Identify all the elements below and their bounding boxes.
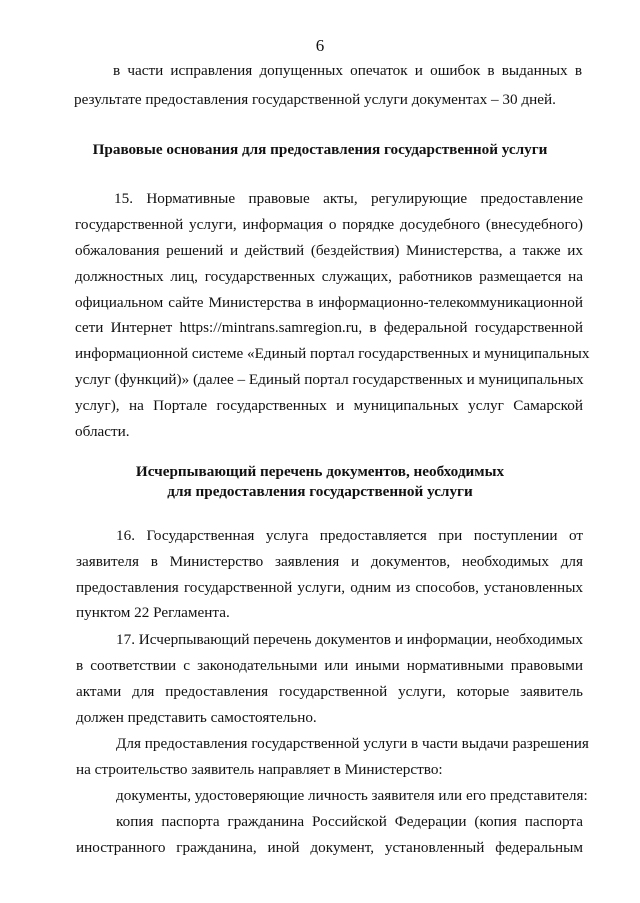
- para15-line-9: услуг), на Портале государственных и муниципальных услуг Самарской: [75, 397, 583, 414]
- heading-documents-line-2: для предоставления государственной услуги: [167, 483, 473, 500]
- para15-line-1: 15. Нормативные правовые акты, регулирующие предоставление: [114, 190, 583, 207]
- para-permit-line-1: Для предоставления государственной услуги в части выдачи разрешения: [116, 735, 589, 752]
- para17-line-3: актами для предоставления государственной услуги, которые заявитель: [76, 683, 583, 700]
- para-permit-line-2: на строительство заявитель направляет в Министерство:: [76, 761, 443, 778]
- intro-line-2: результате предоставления государственной услуги документах – 30 дней.: [74, 91, 556, 108]
- para16-line-2: заявителя в Министерство заявления и документов, необходимых для: [76, 553, 583, 570]
- para-identity-line: документы, удостоверяющие личность заявителя или его представителя:: [116, 787, 588, 804]
- para15-line-5: официальном сайте Министерства в информационно-телекоммуникационной: [75, 294, 583, 311]
- para-passport-line-2: иностранного гражданина, иной документ, установленный федеральным: [76, 839, 583, 856]
- para15-line-8: услуг (функций)» (далее – Единый портал государственных и муниципальных: [75, 371, 584, 388]
- heading-documents-line-1: Исчерпывающий перечень документов, необходимых: [135, 463, 505, 480]
- para17-line-2: в соответствии с законодательными или иными нормативными правовыми: [76, 657, 583, 674]
- para17-line-1: 17. Исчерпывающий перечень документов и информации, необходимых: [116, 631, 583, 648]
- para-passport-line-1: копия паспорта гражданина Российской Федерации (копия паспорта: [116, 813, 583, 830]
- para16-line-3: предоставления государственной услуги, одним из способов, установленных: [76, 579, 583, 596]
- intro-line-1: в части исправления допущенных опечаток и ошибок в выданных в: [113, 62, 582, 79]
- para15-line-10: области.: [75, 423, 130, 440]
- para17-line-4: должен представить самостоятельно.: [76, 709, 317, 726]
- para15-line-7: информационной системе «Единый портал государственных и муниципальных: [75, 345, 590, 362]
- para16-line-1: 16. Государственная услуга предоставляется при поступлении от: [116, 527, 583, 544]
- para15-line-2: государственной услуги, информация о порядке досудебного (внесудебного): [75, 216, 583, 233]
- para15-line-6: сети Интернет https://mintrans.samregion.ru, в федеральной государственной: [75, 319, 583, 336]
- para16-line-4: пунктом 22 Регламента.: [76, 604, 230, 621]
- heading-legal-basis: Правовые основания для предоставления государственной услуги: [92, 141, 548, 158]
- para15-line-4: должностных лиц, государственных служащих, работников размещается на: [75, 268, 583, 285]
- para15-line-3: обжалования решений и действий (бездействия) Министерства, а также их: [75, 242, 583, 259]
- page-number: 6: [315, 36, 325, 55]
